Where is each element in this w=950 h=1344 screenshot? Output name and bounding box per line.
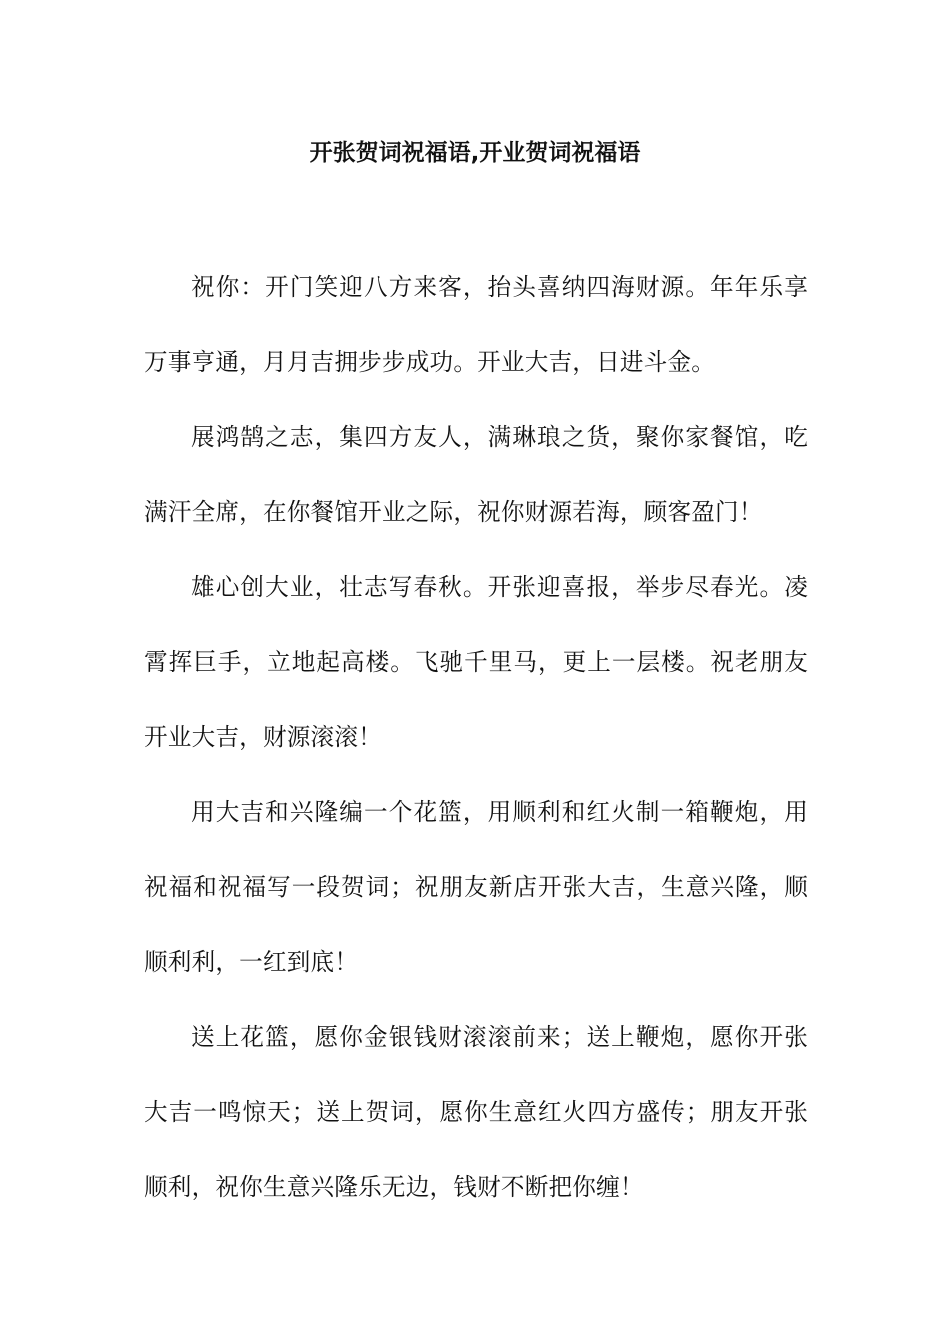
paragraph-2: 展鸿鹄之志，集四方友人，满琳琅之货，聚你家餐馆，吃满汗全席，在你餐馆开业之际，祝你财源若海，顾客盈门！ (144, 423, 808, 526)
paragraph-1: 祝你：开门笑迎八方来客，抬头喜纳四海财源。年年乐享万事亨通，月月吉拥步步成功。开业大吉，日进斗金。 (144, 273, 808, 376)
document-title: 开张贺词祝福语,开业贺词祝福语 (309, 140, 641, 166)
paragraph-3: 雄心创大业，壮志写春秋。开张迎喜报，举步尽春光。凌霄挥巨手，立地起高楼。飞驰千里马，更上一层楼。祝老朋友开业大吉，财源滚滚！ (144, 573, 808, 751)
paragraph-5: 送上花篮，愿你金银钱财滚滚前来；送上鞭炮，愿你开张大吉一鸣惊天；送上贺词，愿你生意红火四方盛传；朋友开张顺利，祝你生意兴隆乐无边，钱财不断把你缠！ (144, 1023, 808, 1201)
document-body (144, 250, 808, 1225)
paragraph-4: 用大吉和兴隆编一个花篮，用顺利和红火制一箱鞭炮，用祝福和祝福写一段贺词；祝朋友新店开张大吉，生意兴隆，顺顺利利，一红到底！ (144, 798, 808, 976)
